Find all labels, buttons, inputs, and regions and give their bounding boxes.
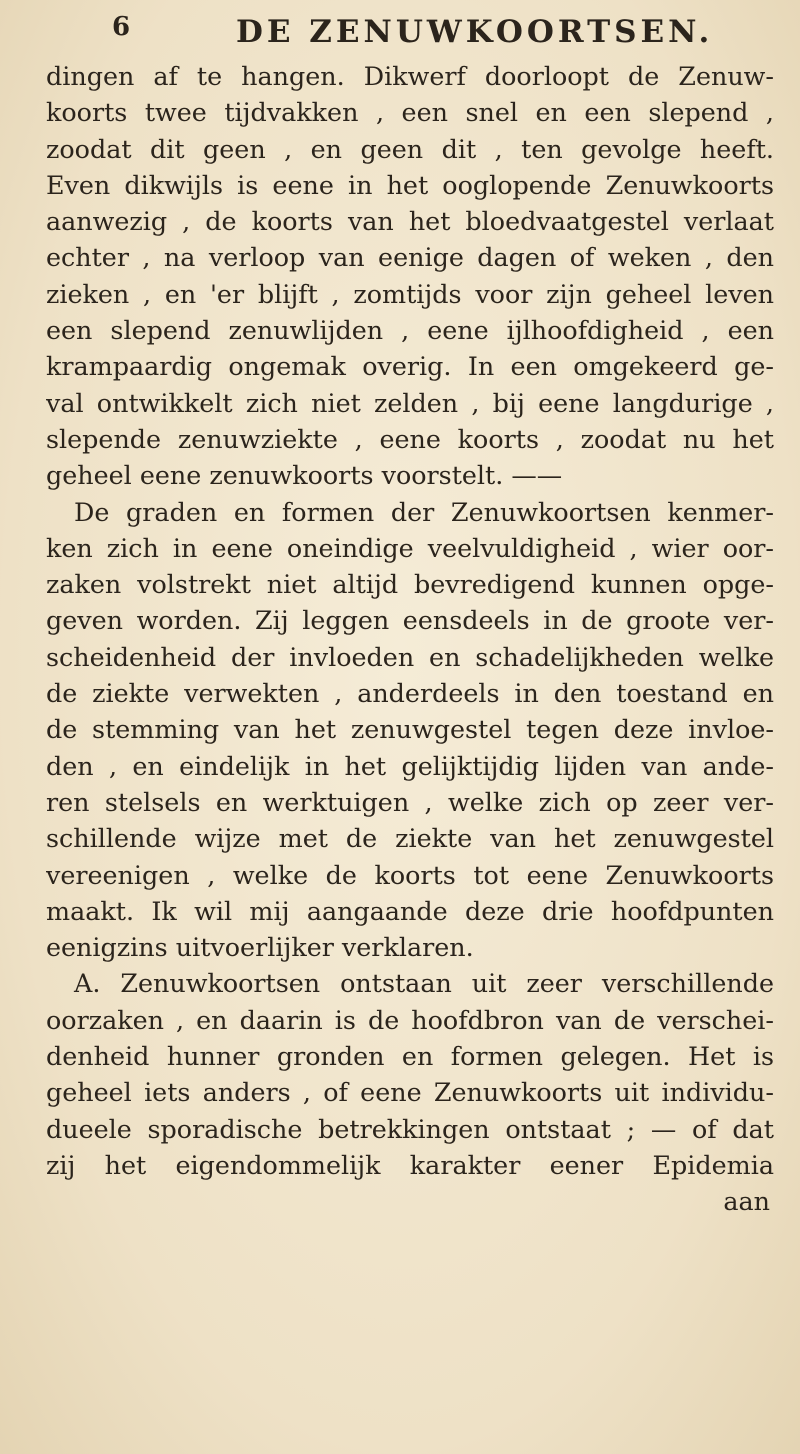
text-line: A. Zenuwkoortsen ontstaan uit zeer verschillende <box>74 968 774 999</box>
text-line: ren stelsels en werktuigen , welke zich op zeer ver- <box>46 786 774 817</box>
running-head <box>46 8 776 58</box>
text-line: scheidenheid der invloeden en schadelijkheden welke <box>46 641 774 672</box>
catchword: aan <box>723 1186 770 1217</box>
text-line: De graden en formen der Zenuwkoortsen kenmer- <box>74 496 774 527</box>
text-line: koorts twee tijdvakken , een snel en een slepend , <box>46 97 774 128</box>
text-line: krampaardig ongemak overig. In een omgekeerd ge- <box>46 351 774 382</box>
text-line: de ziekte verwekten , anderdeels in den toestand en <box>46 678 774 709</box>
text-line: denheid hunner gronden en formen gelegen. Het is <box>46 1041 774 1072</box>
text-line: de stemming van het zenuwgestel tegen deze invloe- <box>46 714 774 745</box>
text-line: ken zich in eene oneindige veelvuldigheid , wier oor- <box>46 532 774 563</box>
text-line: geven worden. Zij leggen eensdeels in de groote ver- <box>46 605 774 636</box>
body-text <box>46 58 776 1183</box>
text-line: Even dikwijls is eene in het ooglopende Zenuwkoorts <box>46 169 774 200</box>
text-line: eenigzins uitvoerlijker verklaren. <box>46 932 474 963</box>
text-line: dueele sporadische betrekkingen ontstaat ; — of dat <box>46 1113 774 1144</box>
text-line: geheel eene zenuwkoorts voorstelt. —— <box>46 460 563 491</box>
text-line: maakt. Ik wil mij aangaande deze drie hoofdpunten <box>46 895 774 926</box>
text-line: zoodat dit geen , en geen dit , ten gevolge heeft. <box>46 133 774 164</box>
text-line: echter , na verloop van eenige dagen of weken , den <box>46 242 774 273</box>
text-line: dingen af te hangen. Dikwerf doorloopt de Zenuw- <box>46 61 774 91</box>
text-line: oorzaken , en daarin is de hoofdbron van de verschei- <box>46 1004 774 1035</box>
text-line: den , en eindelijk in het gelijktijdig lijden van ande- <box>46 750 774 781</box>
text-line: schillende wijze met de ziekte van het zenuwgestel <box>46 823 774 854</box>
text-line: zieken , en 'er blijft , zomtijds voor zijn geheel leven <box>46 278 774 309</box>
page-number: 6 <box>112 12 135 42</box>
text-line: aanwezig , de koorts van het bloedvaatgestel verlaat <box>46 206 774 237</box>
text-line: zaken volstrekt niet altijd bevredigend kunnen opge- <box>46 569 774 600</box>
text-line: een slepend zenuwlijden , eene ijlhoofdigheid , een <box>46 315 774 346</box>
running-title: DE ZENUWKOORTSEN. <box>236 14 714 50</box>
text-line: slepende zenuwziekte , eene koorts , zoodat nu het <box>46 423 774 454</box>
text-line: geheel iets anders , of eene Zenuwkoorts uit individu- <box>46 1077 774 1108</box>
text-line: zij het eigendommelijk karakter eener Epidemia <box>46 1149 774 1180</box>
text-line: val ontwikkelt zich niet zelden , bij eene langdurige , <box>46 387 774 418</box>
text-line: vereenigen , welke de koorts tot eene Zenuwkoorts <box>46 859 774 890</box>
